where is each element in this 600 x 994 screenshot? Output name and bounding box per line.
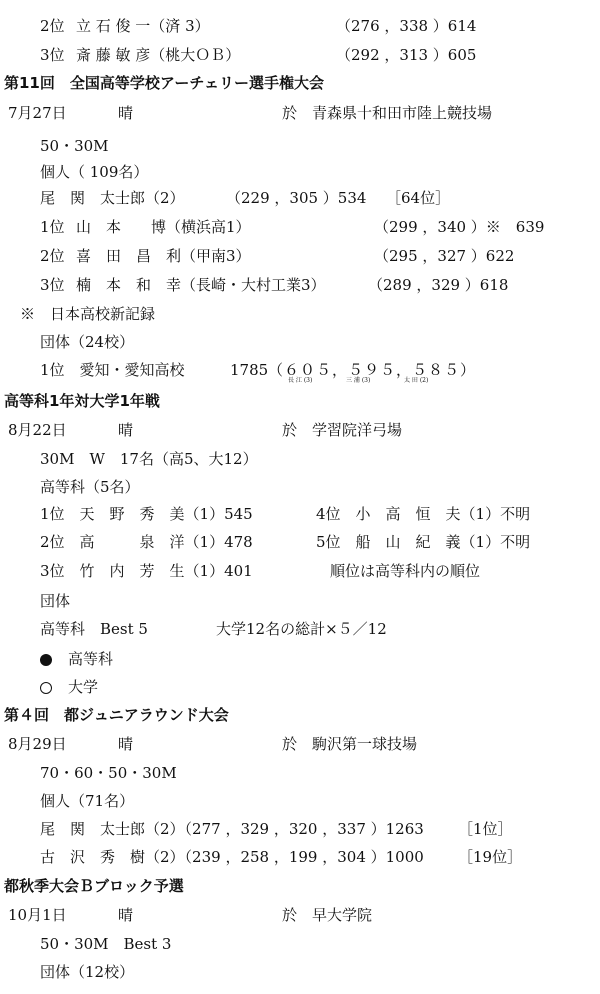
legend-item: 大学	[40, 680, 98, 695]
section-title: 第11回 全国高等学校アーチェリー選手権大会	[4, 74, 324, 92]
date-line: 8月29日 晴 於 駒沢第一球技場	[8, 735, 418, 753]
section-title: 都秋季大会Ｂブロック予選	[4, 877, 184, 895]
team-heading: 団体	[40, 592, 71, 610]
result-row: 3位 斎 藤 敏 彦（桃大ＯＢ） （292 ，313 ）605	[40, 46, 477, 64]
team-member-label: 太 田 (2)	[404, 377, 429, 384]
group-heading: 高等科（5名）	[40, 478, 140, 496]
date-line: 7月27日 晴 於 青森県十和田市陸上競技場	[8, 104, 493, 122]
date-line: 8月22日 晴 於 学習院洋弓場	[8, 421, 403, 439]
individual-heading: 個人（ 109名）	[40, 163, 149, 181]
result-row: 古 沢 秀 樹（2）（239 ，258 ，199 ，304 ）1000 ［19位］	[40, 848, 523, 866]
result-row: 2位 喜 田 昌 利（甲南3） （295 ，327 ）622	[40, 247, 515, 265]
note: ※ 日本高校新記録	[20, 305, 156, 323]
team-heading: 団体（12校）	[40, 963, 135, 981]
result-row: 2位 高 泉 洋（1）478 5位 船 山 紀 義（1）不明	[40, 533, 531, 551]
team-member-label: 三 浦 (3)	[346, 377, 371, 384]
result-row: 3位 楠 本 和 幸（長崎・大村工業3） （289 ，329 ）618	[40, 276, 509, 294]
result-row: 尾 関 太士郎（2） （229 ，305 ）534 ［64位］	[40, 189, 451, 207]
result-row: 3位 竹 内 芳 生（1）401 順位は高等科内の順位	[40, 562, 481, 580]
team-member-label: 長 江 (3)	[288, 377, 313, 384]
result-row: 1位 山 本 博（横浜高1） （299 ，340 ）※ 639	[40, 218, 545, 236]
section-title: 第４回 都ジュニアラウンド大会	[4, 706, 229, 724]
team-heading: 団体（24校）	[40, 333, 135, 351]
result-row: 2位 立 石 俊 一（済 3） （276 ，338 ）614	[40, 17, 477, 35]
distance: 50・30M	[40, 137, 109, 155]
date-line: 10月1日 晴 於 早大学院	[8, 906, 373, 924]
team-rule: 高等科 Best 5 大学12名の総計×５／12	[40, 620, 387, 638]
distance: 50・30M Best 3	[40, 935, 172, 953]
team-result: 1位 愛知・愛知高校 1785 （６０５，５９５，５８５）	[40, 361, 477, 379]
filled-circle-icon	[40, 654, 52, 666]
legend-item: 高等科	[40, 652, 113, 667]
distance: 70・60・50・30M	[40, 764, 177, 782]
hollow-circle-icon	[40, 682, 52, 694]
match-format: 30M W 17名（高5、大12）	[40, 450, 258, 468]
result-row: 尾 関 太士郎（2）（277 ，329 ，320 ，337 ）1263 ［1位］	[40, 820, 513, 838]
individual-heading: 個人（71名）	[40, 792, 135, 810]
result-row: 1位 天 野 秀 美（1）545 4位 小 高 恒 夫（1）不明	[40, 505, 531, 523]
section-title: 高等科1年対大学1年戦	[4, 392, 160, 410]
